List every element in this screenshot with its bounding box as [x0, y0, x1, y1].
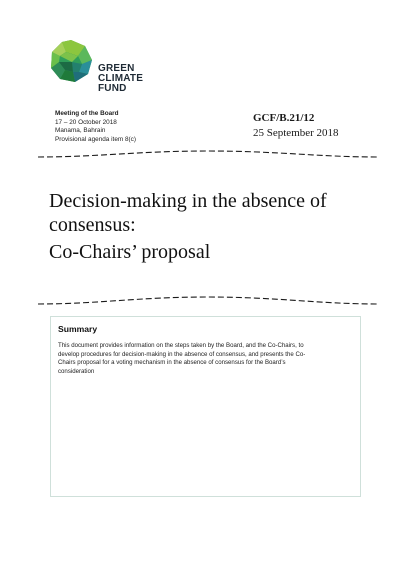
summary-box [50, 316, 361, 497]
bottom-divider [38, 294, 378, 308]
title-line-1: Decision-making in the absence of [49, 190, 327, 212]
meeting-dates: 17 – 20 October 2018 [55, 118, 117, 126]
summary-heading: Summary [58, 324, 98, 334]
summary-line: develop procedures for decision-making in the absence of consensus, and presents the Co- [58, 350, 306, 358]
gcf-logo [48, 38, 168, 100]
logo-line-2: CLIMATE [98, 73, 144, 84]
meeting-title: Meeting of the Board [55, 110, 119, 117]
summary-text [58, 342, 353, 376]
agenda-item: Provisional agenda item 8(c) [55, 135, 136, 143]
document-subtitle: Co-Chairs’ proposal [49, 241, 211, 263]
document-date: 25 September 2018 [253, 127, 339, 139]
logo-wordmark [98, 64, 143, 94]
document-reference [253, 111, 339, 141]
summary-line: Chairs proposal for a voting mechanism in the absence of consensus for the Board’s [58, 359, 286, 367]
meeting-location: Manama, Bahrain [55, 127, 106, 135]
meeting-info [55, 110, 136, 144]
globe-logo-icon [48, 38, 94, 84]
logo-line-1: GREEN [98, 63, 135, 74]
top-divider [38, 148, 378, 162]
summary-line: This document provides information on the steps taken by the Board, and the Co-Chairs, to [58, 342, 304, 349]
logo-line-3: FUND [98, 83, 127, 94]
summary-line: consideration [58, 367, 95, 375]
document-code: GCF/B.21/12 [253, 112, 315, 124]
document-title [49, 189, 379, 237]
title-line-2: consensus: [49, 214, 136, 236]
